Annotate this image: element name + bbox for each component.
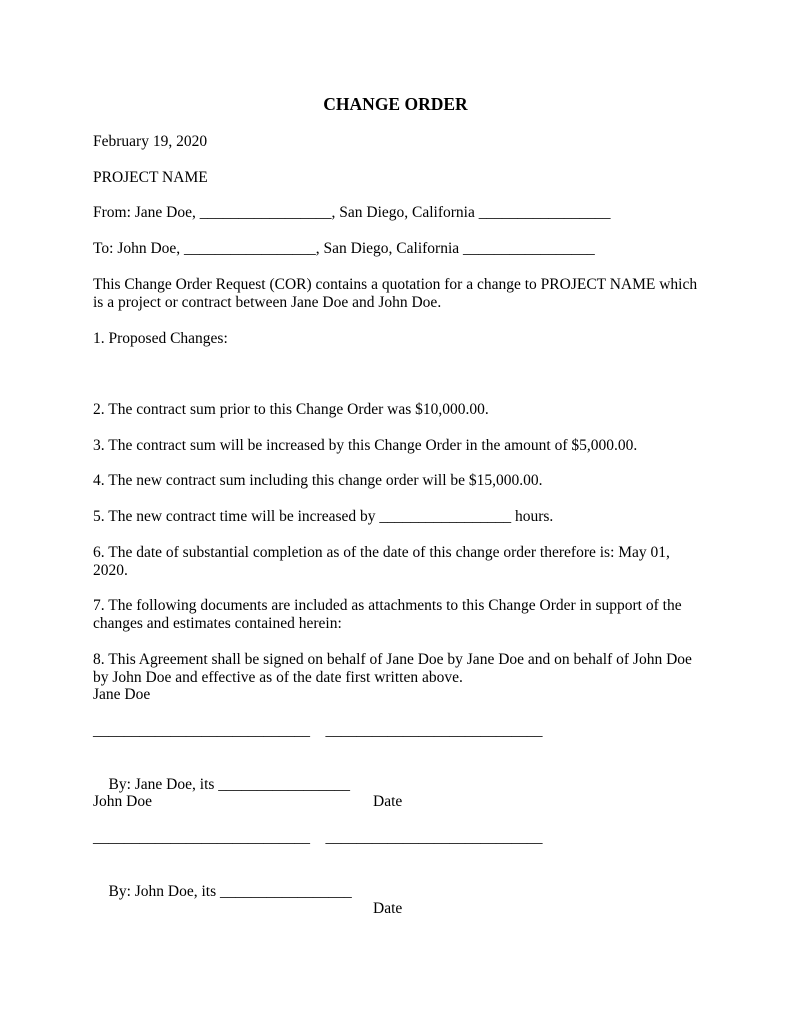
document-title: CHANGE ORDER xyxy=(323,94,468,114)
signer-2-by-row xyxy=(93,865,713,935)
to-line: To: John Doe, _________________, San Diego, California _________________ xyxy=(93,240,595,257)
item-2: 2. The contract sum prior to this Change Order was $10,000.00. xyxy=(93,401,489,418)
item-5: 5. The new contract time will be increased by _________________ hours. xyxy=(93,508,554,525)
signer-2-by: By: John Doe, its _________________ xyxy=(108,882,352,900)
item-4: 4. The new contract sum including this change order will be $15,000.00. xyxy=(93,472,543,489)
item-1: 1. Proposed Changes: xyxy=(93,330,228,347)
signer-2-date-label: Date xyxy=(373,900,403,917)
signer-1-by: By: Jane Doe, its _________________ xyxy=(108,775,351,793)
item-8: 8. This Agreement shall be signed on behalf of Jane Doe by Jane Doe and on behalf of John Doe by John Doe and effective as of the date first written above. xyxy=(93,651,692,686)
signer-1-name: Jane Doe xyxy=(93,686,151,703)
item-7: 7. The following documents are included as attachments to this Change Order in support of the changes and estimates contained herein: xyxy=(93,597,682,632)
signer-2-name: John Doe xyxy=(93,793,152,810)
item-3: 3. The contract sum will be increased by this Change Order in the amount of $5,000.00. xyxy=(93,437,638,454)
document-date: February 19, 2020 xyxy=(93,133,208,150)
intro-paragraph: This Change Order Request (COR) contains a quotation for a change to PROJECT NAME which is a project or contract between Jane Doe and John Doe. xyxy=(93,276,698,311)
from-line: From: Jane Doe, _________________, San Diego, California _________________ xyxy=(93,204,611,221)
project-name: PROJECT NAME xyxy=(93,169,208,186)
signer-1-date-label: Date xyxy=(373,793,403,810)
signer-1-signature-lines: ____________________________ ____________________________ xyxy=(93,722,543,739)
signer-2-signature-lines: ____________________________ ____________________________ xyxy=(93,829,543,846)
item-6: 6. The date of substantial completion as of the date of this change order therefore is: May 01, 2020. xyxy=(93,544,670,579)
